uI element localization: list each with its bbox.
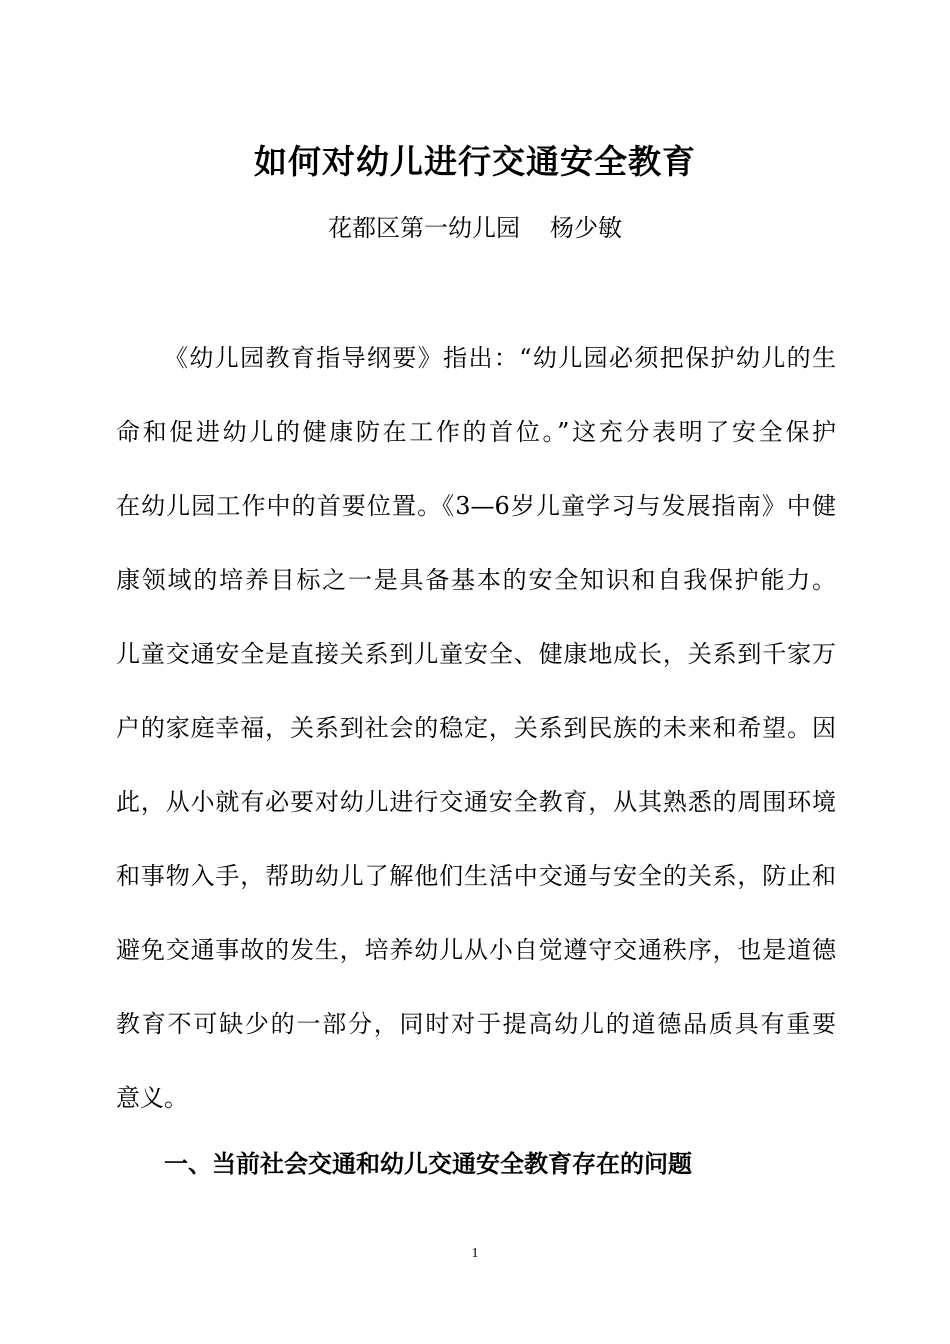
paragraph-line: 此，从小就有必要对幼儿进行交通安全教育，从其熟悉的周围环境 — [116, 788, 836, 816]
paragraph-line: 避免交通事故的发生，培养幼儿从小自觉遵守交通秩序，也是道德 — [116, 936, 836, 964]
page-number: 1 — [471, 1246, 479, 1261]
paragraph-line: 和事物入手，帮助幼儿了解他们生活中交通与安全的关系，防止和 — [116, 862, 836, 890]
paragraph-line: 儿童交通安全是直接关系到儿童安全、健康地成长，关系到千家万 — [116, 640, 836, 668]
author-line — [0, 210, 950, 246]
document-title: 如何对幼儿进行交通安全教育 — [254, 142, 696, 181]
author-school: 花都区第一幼儿园 — [328, 214, 520, 242]
paragraph-line: 命和促进幼儿的健康防在工作的首位。”这充分表明了安全保护 — [116, 418, 836, 446]
paragraph-line: 在幼儿园工作中的首要位置。《3—6岁儿童学习与发展指南》中健 — [116, 492, 836, 520]
section-heading: 一、当前社会交通和幼儿交通安全教育存在的问题 — [164, 1150, 692, 1178]
paragraph-line: 教育不可缺少的一部分，同时对于提高幼儿的道德品质具有重要 — [116, 1010, 836, 1038]
paragraph-line: 《幼儿园教育指导纲要》指出：“幼儿园必须把保护幼儿的生 — [164, 344, 836, 372]
paragraph-line: 户的家庭幸福，关系到社会的稳定，关系到民族的未来和希望。因 — [116, 714, 836, 742]
paragraph-line: 意义。 — [116, 1084, 188, 1112]
paragraph-line: 康领域的培养目标之一是具备基本的安全知识和自我保护能力。 — [116, 566, 836, 594]
author-name: 杨少敏 — [550, 214, 622, 242]
